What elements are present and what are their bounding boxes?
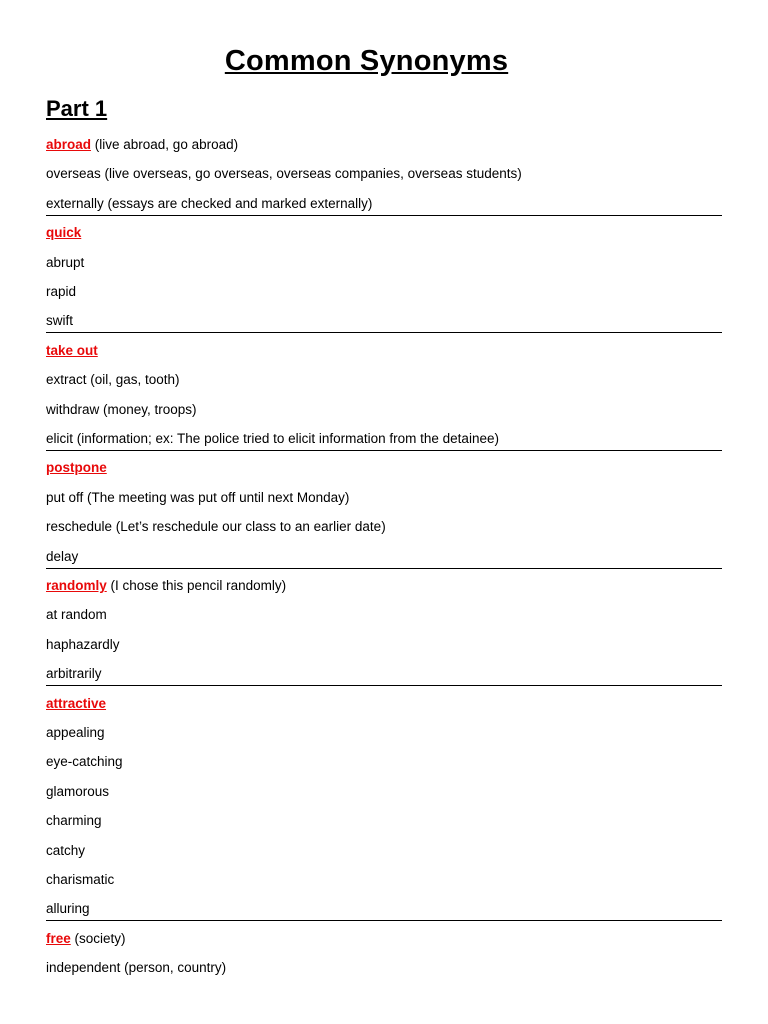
synonym-item: catchy — [46, 842, 86, 858]
synonym-item: swift — [46, 313, 73, 329]
keyword-note: (I chose this pencil randomly) — [106, 578, 287, 593]
document-title: Common Synonyms — [224, 45, 509, 77]
keyword-term: postpone — [46, 460, 107, 476]
synonym-item: externally (essays are checked and marked externally) — [46, 195, 373, 211]
synonym-item: withdraw (money, troops) — [46, 401, 197, 417]
group-divider — [46, 568, 722, 569]
synonym-item: eye-catching — [46, 754, 123, 770]
synonym-item: independent (person, country) — [46, 960, 227, 976]
keyword-line — [46, 577, 722, 595]
synonym-item: glamorous — [46, 783, 110, 799]
part-heading: Part 1 — [46, 96, 108, 121]
synonym-item: charismatic — [46, 872, 115, 887]
group-divider — [46, 920, 722, 921]
keyword-note: (society) — [70, 930, 126, 946]
synonym-item: appealing — [46, 725, 105, 740]
keyword-line — [46, 930, 722, 948]
synonym-item: charming — [46, 813, 102, 829]
group-divider — [46, 215, 722, 216]
synonym-item: at random — [46, 607, 107, 623]
keyword-line — [46, 695, 722, 713]
synonym-item: extract (oil, gas, tooth) — [46, 372, 180, 388]
synonym-item: put off (The meeting was put off until next Monday) — [46, 489, 350, 505]
synonym-item: rapid — [46, 284, 77, 299]
keyword-line — [46, 136, 722, 154]
synonym-item: abrupt — [46, 254, 85, 270]
keyword-term: attractive — [46, 695, 107, 711]
synonym-item: haphazardly — [46, 636, 120, 652]
keyword-line — [46, 342, 722, 360]
group-divider — [46, 332, 722, 333]
synonym-item: delay — [46, 548, 79, 564]
synonym-item: reschedule (Let’s reschedule our class to an earlier date) — [46, 519, 386, 535]
keyword-note: (live abroad, go abroad) — [91, 137, 239, 152]
keyword-term: abroad — [46, 137, 92, 152]
group-divider — [46, 450, 722, 451]
keyword-term: quick — [46, 225, 82, 241]
keyword-line — [46, 459, 722, 477]
group-divider — [46, 685, 722, 686]
keyword-term: take out — [46, 342, 98, 358]
keyword-term: randomly — [46, 578, 107, 593]
keyword-term: free — [46, 930, 71, 946]
synonym-item: overseas (live overseas, go overseas, overseas companies, overseas students) — [46, 166, 522, 182]
synonym-item: alluring — [46, 901, 90, 917]
keyword-line — [46, 224, 722, 242]
synonym-item: arbitrarily — [46, 666, 102, 682]
synonym-item: elicit (information; ex: The police tried to elicit information from the detainee) — [46, 431, 499, 446]
